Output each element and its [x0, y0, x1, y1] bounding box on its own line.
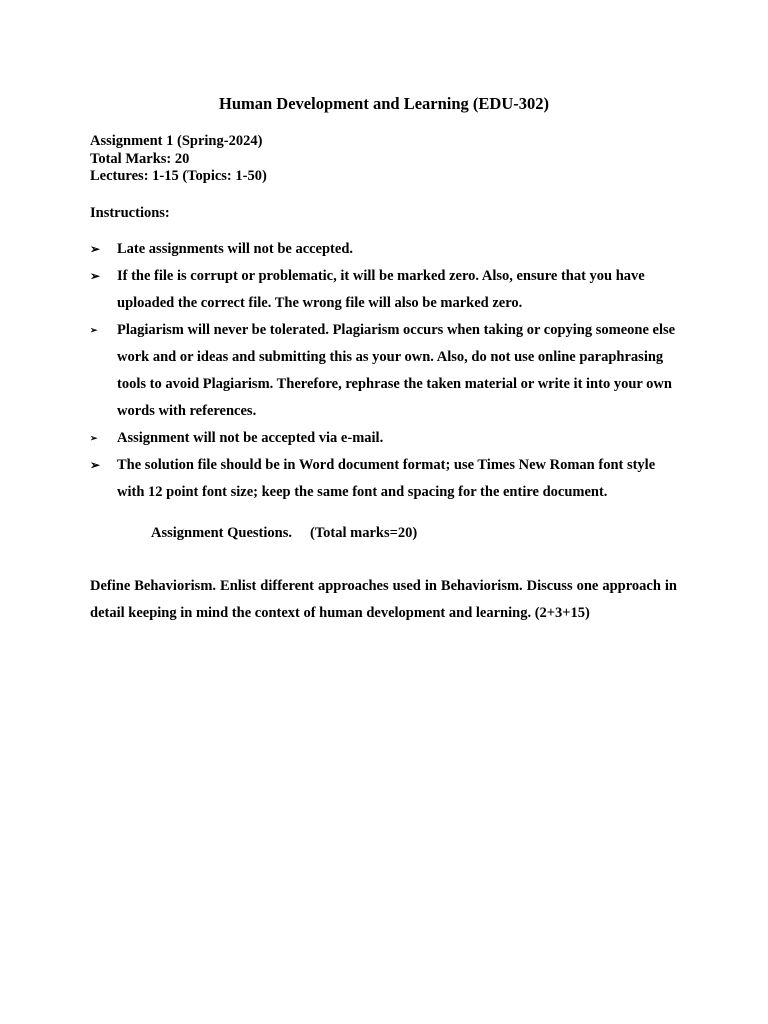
total-marks: Total Marks: 20 — [90, 150, 190, 167]
instruction-text: Assignment will not be accepted via e-mail. — [117, 430, 384, 446]
instruction-item — [90, 263, 680, 317]
assignment-meta — [90, 133, 267, 186]
instructions-list — [90, 236, 680, 506]
assignment-question: Define Behaviorism. Enlist different approaches used in Behaviorism. Discuss one approach in detail keeping in mind the context of human development and learning. (2+3+15) — [90, 578, 677, 621]
arrowhead-bullet-icon: ➢ — [90, 242, 101, 256]
questions-heading-marks: (Total marks=20) — [310, 525, 418, 541]
instruction-text: Late assignments will not be accepted. — [117, 241, 354, 257]
arrowhead-bullet-icon: ➢ — [90, 433, 98, 443]
instruction-item — [90, 425, 680, 452]
lectures-range: Lectures: 1-15 (Topics: 1-50) — [90, 168, 267, 184]
instructions-heading: Instructions: — [90, 205, 170, 221]
instruction-item — [90, 317, 680, 425]
questions-heading-label: Assignment Questions. — [151, 525, 292, 541]
instruction-text: Plagiarism will never be tolerated. Plagiarism occurs when taking or copying someone else work and or ideas and submitting this as your own. Also, do not use online paraphrasing tools to avoid Plagiarism. Therefore, rephrase the taken material or write it into your own words with references. — [117, 322, 676, 419]
document-title: Human Development and Learning (EDU-302) — [218, 94, 549, 113]
instruction-text: The solution file should be in Word document format; use Times New Roman font style with 12 point font size; keep the same font and spacing for the entire document. — [117, 457, 656, 500]
arrowhead-bullet-icon: ➢ — [90, 269, 101, 283]
instruction-item — [90, 236, 680, 263]
instruction-item — [90, 452, 680, 506]
assignment-number: Assignment 1 (Spring-2024) — [90, 133, 263, 149]
instruction-text: If the file is corrupt or problematic, it will be marked zero. Also, ensure that you have uploaded the correct file. The wrong file will also be marked zero. — [117, 268, 645, 311]
arrowhead-bullet-icon: ➢ — [90, 325, 98, 335]
arrowhead-bullet-icon: ➢ — [90, 458, 101, 472]
questions-heading — [151, 524, 435, 542]
